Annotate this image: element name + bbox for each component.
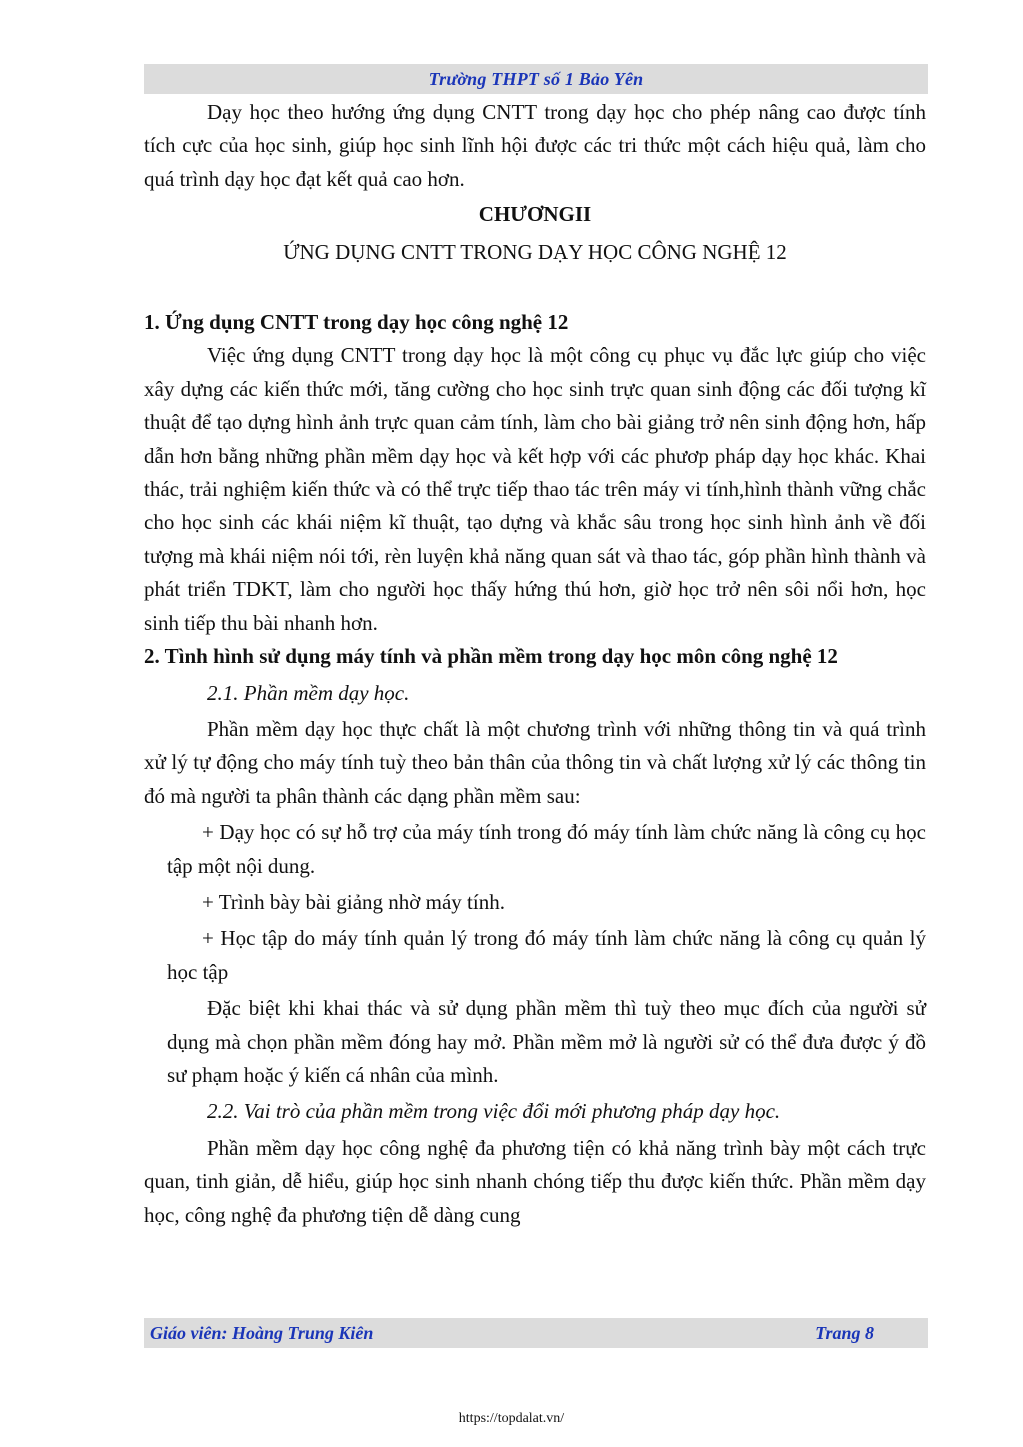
list-item: + Dạy học có sự hỗ trợ của máy tính trong đó máy tính làm chức năng là công cụ học tập một nội dung.	[167, 820, 926, 878]
page-number: Trang 8	[815, 1322, 874, 1343]
subsection-2-1-heading: 2.1. Phần mềm dạy học.	[207, 680, 410, 705]
spacer	[144, 269, 926, 302]
bullet-list	[144, 816, 926, 1092]
source-url: https://topdalat.vn/	[458, 1411, 565, 1426]
school-name: Trường THPT số 1 Bảo Yên	[428, 68, 644, 89]
chapter-title: ỨNG DỤNG CNTT TRONG DẠY HỌC CÔNG NGHỆ 12	[283, 239, 787, 264]
section-1-heading: 1. Ứng dụng CNTT trong dạy học công nghệ 12	[144, 310, 569, 335]
section-2-heading: 2. Tình hình sử dụng máy tính và phần mềm trong dạy học môn công nghệ 12	[144, 644, 838, 669]
document-body	[144, 96, 926, 1232]
subsection-2-2-paragraph: Phần mềm dạy học công nghệ đa phương tiện có khả năng trình bày một cách trực quan, tinh giản, dễ hiểu, giúp học sinh nhanh chóng tiếp thu được kiến thức. Phần mềm dạy học, công nghệ đa phương tiện dễ dàng cung	[144, 1135, 926, 1227]
page-header	[144, 64, 928, 94]
subsection-2-1-note: Đặc biệt khi khai thác và sử dụng phần mềm thì tuỳ theo mục đích của người sử dụng mà chọn phần mềm đóng hay mở. Phần mềm mở là người sử có thể đưa được ý đồ sư phạm hoặc ý kiến cá nhân của mình.	[167, 996, 926, 1087]
teacher-name: Giáo viên: Hoàng Trung Kiên	[150, 1322, 374, 1343]
page-footer	[144, 1318, 928, 1348]
list-item: + Trình bày bài giảng nhờ máy tính.	[202, 889, 505, 914]
subsection-2-2-heading: 2.2. Vai trò của phần mềm trong việc đổi mới phương pháp dạy học.	[207, 1099, 781, 1124]
chapter-label: CHƯƠNGII	[478, 202, 592, 227]
intro-paragraph: Dạy học theo hướng ứng dụng CNTT trong dạy học cho phép nâng cao được tính tích cực của học sinh, giúp học sinh lĩnh hội được các tri thức một cách hiệu quả, làm cho quá trình dạy học đạt kết quả cao hơn.	[144, 100, 926, 191]
subsection-2-1-paragraph: Phần mềm dạy học thực chất là một chương trình với những thông tin và quá trình xử lý tự động cho máy tính tuỳ theo bản thân của thông tin và chất lượng xử lý các thông tin đó mà người ta phân thành các dạng phần mềm sau:	[144, 716, 926, 808]
section-1-paragraph: Việc ứng dụng CNTT trong dạy học là một công cụ phục vụ đắc lực giúp cho việc xây dựng các kiến thức mới, tăng cường cho học sinh trực quan sinh động các đối tượng kĩ thuật để tạo dựng hình ảnh trực quan cảm tính, làm cho bài giảng trở nên sinh động hơn, hấp dẫn hơn bằng những phần mềm dạy học và kết hợp với các phươp pháp dạy học khác. Khai thác, trải nghiệm kiến thức và có thể trực tiếp thao tác trên máy vi tính,hình thành vững chắc cho học sinh các khái niệm kĩ thuật, tạo dựng và khắc sâu trong học sinh hình ảnh về đối tượng mà khái niệm nói tới, rèn luyện khả năng quan sát và thao tác, góp phần hình thành và phát triển TDKT, làm cho người học thấy hứng thú hơn, giờ học trở nên sôi nổi hơn, học sinh tiếp thu bài nhanh hơn.	[144, 343, 926, 635]
list-item: + Học tập do máy tính quản lý trong đó máy tính làm chức năng là công cụ quản lý học tập	[167, 926, 926, 984]
